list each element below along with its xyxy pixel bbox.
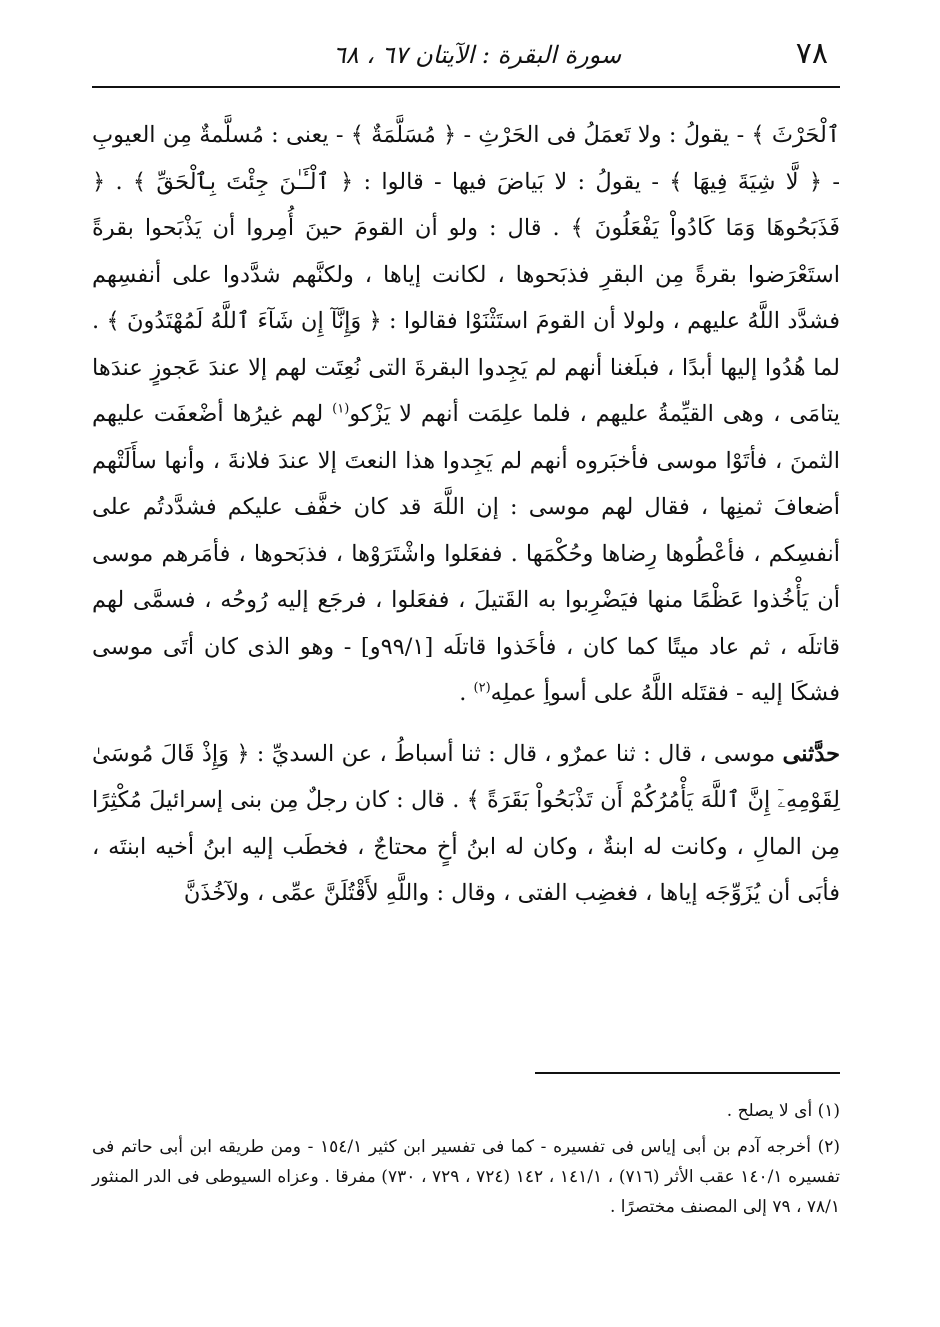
page-number: ٧٨ [795,36,828,71]
footnote-reference: (١) [332,401,350,417]
paragraph-lead-word: حدَّثنى [782,740,840,767]
paragraph-text: موسى ، قال : ثنا عمرٌو ، قال : ثنا أسباطُ ، عن السديِّ : ﴿ وَإِذْ قَالَ مُوسَىٰ لِقَوْمِهِۦٓ إِنَّ ٱللَّهَ يَأْمُرُكُمْ أَن تَذْبَحُواْ بَقَرَةً ﴾ . قال : كان رجلٌ مِن بنى إسرائيلَ مُكْثِرًا مِن المالِ ، وكانت له ابنةٌ ، وكان له ابنُ أخٍ محتاجٌ ، فخطَب إليه ابنُ أخيه ابنتَه ، فأبَى أن يُزَوِّجَه إياها ، فغضِب الفتى ، وقال : واللَّهِ لأَقْتُلَنَّ عمِّى ، ولآخُذَنَّ [92,740,840,906]
paragraph [92,731,840,917]
running-title: سورة البقرة : الآيتان ٦٧ ، ٦٨ [332,41,622,69]
footnotes [92,1096,840,1228]
footnote: (٢) أخرجه آدم بن أبى إياس فى تفسيره - كما فى تفسير ابن كثير ١٥٤/١ - ومن طريقه ابن أبى حاتم فى تفسيره ١٤٠/١ عقب الأثر (٧١٦) ، ١٤١/١ ، ١٤٢ (٧٢٤ ، ٧٢٩ ، ٧٣٠) مفرقا . وعزاه السيوطى فى الدر المنثور ٧٨/١ ، ٧٩ إلى المصنف مختصرًا . [92,1137,841,1217]
page-header [92,30,840,80]
footnote: (١) أى لا يصلح . [726,1101,840,1121]
main-text [92,112,840,917]
footnote-reference: (٢) [473,680,491,696]
paragraph-text: لهم غيرُها أضْعفَت عليهم الثمنَ ، فأتَوْا موسى فأخبَروه أنهم لم يَجِدوا هذا النعتَ إلا عندَ فلانةَ ، وأنها سأَلَتْهم أضعافَ ثمنِها ، فقال لهم موسى : إن اللَّهَ قد كان خفَّف عليكم فشدَّدتُم على أنفسِكم ، فأعْطُوها رِضاها وحُكْمَها . ففعَلوا واشْتَرَوْها ، فذبَحوها ، فأمَرهم موسى أن يَأْخُذوا عَظْمًا منها فيَضْرِبوا به القَتيلَ ، ففعَلوا ، فرجَع إليه رُوحُه ، فسمَّى لهم قاتلَه ، ثم عاد ميتًا كما كان ، فأخَذوا قاتلَه [٩٩/١و] - وهو الذى كان أتَى موسى فشكَا إليه - فقتَله اللَّهُ على أسوأِ عملِه [92,401,841,706]
paragraph-text: ٱلْحَرْثَ ﴾ - يقولُ : ولا تَعمَلُ فى الحَرْثِ - ﴿ مُسَلَّمَةٌ ﴾ - يعنى : مُسلَّمةٌ مِن العيوبِ - ﴿ لَّا شِيَةَ فِيهَا ﴾ - يقولُ : لا بَياضَ فيها - قالوا : ﴿ ٱلْـَٔـٰنَ جِئْتَ بِٱلْحَقِّ ﴾ . ﴿ فَذَبَحُوهَا وَمَا كَادُواْ يَفْعَلُونَ ﴾ . قال : ولو أن القومَ حينَ أُمِروا أن يَذْبَحوا بقرةً استَعْرَضوا بقرةً مِن البقرِ فذبَحوها ، لكانت إياها ، ولكنَّهم شدَّدوا على أنفسِهم فشدَّد اللَّهُ عليهم ، ولولا أن القومَ استَثْنَوْا فقالوا : ﴿ وَإِنَّآ إِن شَآءَ ٱللَّهُ لَمُهْتَدُونَ ﴾ . لما هُدُوا إليها أبدًا ، فبلَغنا أنهم لم يَجِدوا البقرةَ التى نُعِتَت لهم إلا عندَ عَجوزٍ عندَها يتامَى ، وهى القيِّمةُ عليهم ، فلما علِمَت أنهم لا يَزْكو [92,122,840,427]
header-divider [92,86,840,88]
paragraph [92,112,840,717]
paragraph-text: . [459,680,474,706]
footnote-divider [535,1072,840,1074]
